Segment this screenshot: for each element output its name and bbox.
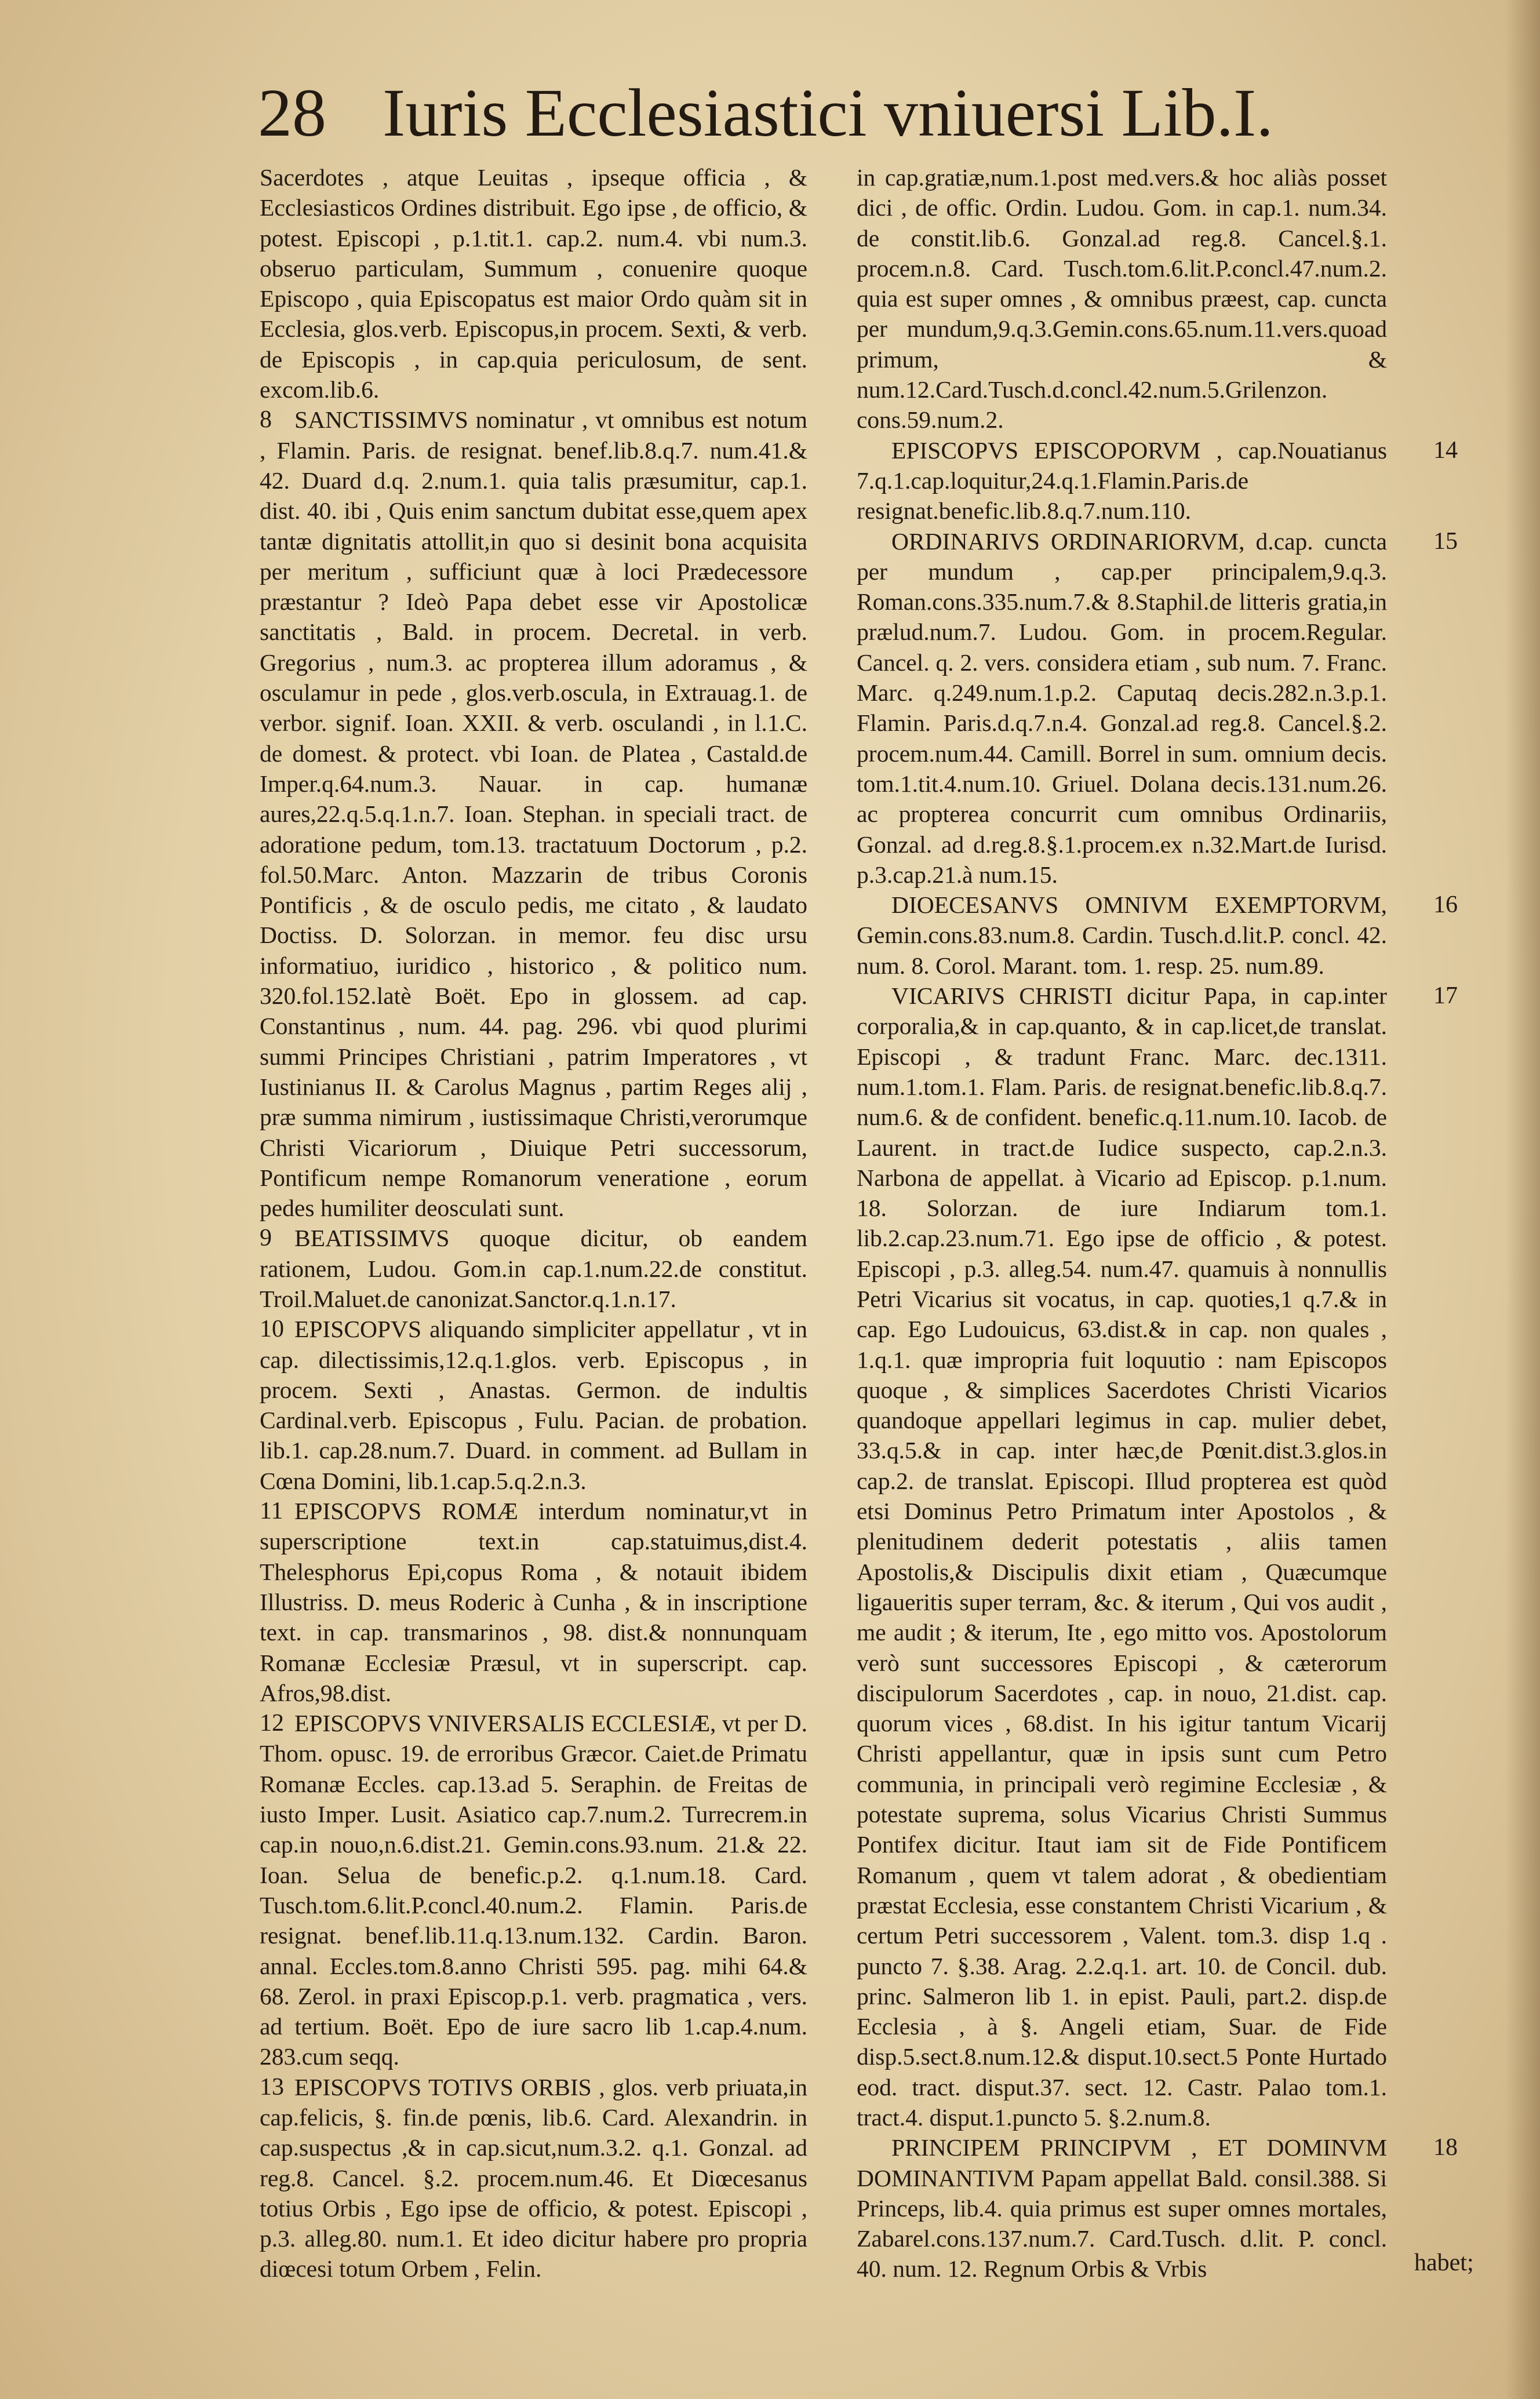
- text-entry: [857, 526, 1458, 890]
- entry-text: ORDINARIVS ORDINARIORVM, d.cap. cuncta per mundum , cap.per principalem,9.q.3. Roman.cons.335.num.7.& 8.Staphil.de litteris gratia,in prælud.num.7. Ludou. Gom. in procem.Regular. Cancel. q. 2. vers. considera etiam , sub num. 7. Franc. Marc. q.249.num.1.p.2. Caputaq decis.282.n.3.p.1. Flamin. Paris.d.q.7.n.4. Gonzal.ad reg.8. Cancel.§.2. procem.num.44. Camill. Borrel in sum. omnium decis. tom.1.tit.4.num.10. Griuel. Dolana decis.131.num.26. ac propterea concurrit cum omnibus Ordinariis, Gonzal. ad d.reg.8.§.1.procem.ex n.32.Mart.de Iurisd. p.3.cap.21.à num.15.: [857, 527, 1387, 888]
- entry-text: SANCTISSIMVS nominatur , vt omnibus est notum , Flamin. Paris. de resignat. benef.lib.8.q.7. num.41.& 42. Duard d.q. 2.num.1. quia talis præsumitur, cap.1. dist. 40. ibi , Quis enim sanctum dubitat esse,quem apex tantæ dignitatis attollit,in quo si desinit bona acquisita per meritum , sufficiunt quæ à loci Prædecessore præstantur ? Ideò Papa debet esse vir Apostolicæ sanctitatis , Bald. in procem. Decretal. in verb. Gregorius , num.3. ac propterea illum adoramus , & osculamur in pede , glos.verb.oscula, in Extrauag.1. de verbor. signif. Ioan. XXII. & verb. osculandi , in l.1.C. de domest. & protect. vbi Ioan. de Platea , Castald.de Imper.q.64.num.3. Nauar. in cap. humanæ aures,22.q.5.q.1.n.7. Ioan. Stephan. in speciali tract. de adoratione pedum, tom.13. tractatuum Doctorum , p.2. fol.50.Marc. Anton. Mazzarin de tribus Coronis Pontificis , & de osculo pedis, me citato , & laudato Doctiss. D. Solorzan. in memor. feu disc ursu informatiuo, iuridico , historico , & politico num. 320.fol.152.latè Boët. Epo in glossem. ad cap. Constantinus , num. 44. pag. 296. vbi quod plurimi summi Principes Christiani , patrim Imperatores , vt Iustinianus II. & Carolus Magnus , partim Reges alij , præ summa nimirum , iustissimaque Christi,verorumque Christi Vicariorum , Diuique Petri successorum, Pontificum nempe Romanorum veneratione , eorum pedes humiliter deosculati sunt.: [260, 406, 807, 1222]
- entry-text: EPISCOPVS TOTIVS ORBIS , glos. verb priuata,in cap.felicis, §. fin.de pœnis, lib.6. Card. Alexandrin. in cap.suspectus ,& in cap.sicut,num.3.2. q.1. Gonzal. ad reg.8. Cancel. §.2. procem.num.46. Et Diœcesanus totius Orbis , Ego ipse de officio, & potest. Episcopi , p.3. alleg.80. num.1. Et ideo dicitur habere pro propria diœcesi totum Orbem , Felin.: [260, 2073, 807, 2282]
- entry-text: in cap.gratiæ,num.1.post med.vers.& hoc aliàs posset dici , de offic. Ordin. Ludou. Gom. in cap.1. num.34. de constit.lib.6. Gonzal.ad reg.8. Cancel.§.1. procem.n.8. Card. Tusch.tom.6.lit.P.concl.47.num.2. quia est super omnes , & omnibus præest, cap. cuncta per mundum,9.q.3.Gemin.cons.65.num.11.vers.quoad primum, & num.12.Card.Tusch.d.concl.42.num.5.Grilenzon. cons.59.num.2.: [857, 164, 1387, 434]
- entry-text: EPISCOPVS ROMÆ interdum nominatur,vt in superscriptione text.in cap.statuimus,dist.4. Thelesphorus Epi,copus Roma , & notauit ibidem Illustriss. D. meus Roderic à Cunha , & in inscriptione text. in cap. transmarinos , 98. dist.& nonnunquam Romanæ Ecclesiæ Præsul, vt in superscript. cap. Afros,98.dist.: [260, 1498, 807, 1706]
- left-column: [260, 162, 807, 2284]
- entry-text: VICARIVS CHRISTI dicitur Papa, in cap.inter corporalia,& in cap.quanto, & in cap.licet,de translat. Episcopi , & tradunt Franc. Marc. dec.1311. num.1.tom.1. Flam. Paris. de resignat.benefic.lib.8.q.7. num.6. & de confident. benefic.q.11.num.10. Iacob. de Laurent. in tract.de Iudice suspecto, cap.2.n.3. Narbona de appellat. à Vicario ad Episcop. p.1.num. 18. Solorzan. de iure Indiarum tom.1. lib.2.cap.23.num.71. Ego ipse de officio , & potest. Episcopi , p.3. alleg.54. num.47. quamuis à nonnullis Petri Vicarius sit vocatus, in cap. quoties,1 q.7.& in cap. Ego Ludouicus, 63.dist.& in cap. non quales , 1.q.1. quæ impropria fuit loquutio : nam Episcopos quoque , & simplices Sacerdotes Christi Vicarios quandoque appellari legimus in cap. mulier debet, 33.q.5.& in cap. inter hæc,de Pœnit.dist.3.glos.in cap.2. de translat. Episcopi. Illud propterea est quòd etsi Dominus Petro Primatum inter Apostolos , & plenitudinem dederit potestatis , aliis tamen Apostolis,& Discipulis dixit etiam , Quæcumque ligaueritis super terram, &c. & iterum , Qui vos audit , me audit ; & iterum, Ite , ego mitto vos. Apostolorum verò sunt successores Episcopi , & cæterorum discipulorum Sacerdotes , cap. in nouo, 21.dist. cap. quorum vices , 68.dist. In his igitur tantum Vicarij Christi appellantur, quæ in ipsis sunt cum Petro communia, in principali verò regimine Ecclesiæ , & potestate suprema, solus Vicarius Christi Summus Pontifex dicitur. Itaut iam sit de Fide Pontificem Romanum , quem vt talem adorat , & obedientiam præstat Ecclesia, esse constantem Christi Vicarium , & certum Petri successorem , Valent. tom.3. disp 1.q . puncto 7. §.38. Arag. 2.2.q.1. art. 10. de Concil. dub. princ. Salmeron lib 1. in epist. Pauli, part.2. disp.de Ecclesia , à §. Angeli etiam, Suar. de Fide disp.5.sect.8.num.12.& disput.10.sect.5 Ponte Hurtado eod. tract. disput.37. sect. 12. Castr. Palao tom.1. tract.4. disput.1.puncto 5. §.2.num.8.: [857, 982, 1387, 2131]
- text-entry: [260, 1708, 807, 2072]
- entry-text: Sacerdotes , atque Leuitas , ipseque officia , & Ecclesiasticos Ordines distribuit. Ego ipse , de officio, & potest. Episcopi , p.1.tit.1. cap.2. num.4. vbi num.3. obseruo particulam, Summum , conuenire quoque Episcopo , quia Episcopatus est maior Ordo quàm sit in Ecclesia, glos.verb. Episcopus,in procem. Sexti, & verb. de Episcopis , in cap.quia periculosum, de sent. excom.lib.6.: [260, 164, 807, 403]
- marginal-number: 13: [260, 2073, 284, 2101]
- text-entry: [260, 405, 807, 1223]
- text-entry: [857, 435, 1458, 526]
- text-entry: [260, 1223, 807, 1314]
- marginal-number: 18: [1433, 2134, 1458, 2161]
- page-number: 28: [258, 75, 326, 151]
- text-entry: [857, 981, 1458, 2132]
- entry-text: PRINCIPEM PRINCIPVM , ET DOMINVM DOMINANTIVM Papam appellat Bald. consil.388. Si Princeps, lib.4. quia primus est super omnes mortales, Zabarel.cons.137.num.7. Card.Tusch. d.lit. P. concl. 40. num. 12. Regnum Orbis & Vrbis: [857, 2134, 1387, 2282]
- marginal-number: 11: [260, 1498, 283, 1525]
- entry-text: DIOECESANVS OMNIVM EXEMPTORVM, Gemin.cons.83.num.8. Cardin. Tusch.d.lit.P. concl. 42. num. 8. Corol. Marant. tom. 1. resp. 25. num.89.: [857, 891, 1387, 979]
- text-entry: [260, 1314, 807, 1496]
- marginal-number: 12: [260, 1710, 284, 1737]
- text-entry: [857, 162, 1387, 435]
- marginal-number: 9: [260, 1225, 272, 1252]
- entry-text: EPISCOPVS EPISCOPORVM , cap.Nouatianus 7.q.1.cap.loquitur,24.q.1.Flamin.Paris.de resignat.benefic.lib.8.q.7.num.110.: [857, 436, 1387, 525]
- catchword: habet;: [1414, 2249, 1474, 2276]
- marginal-number: 14: [1433, 436, 1458, 464]
- text-entry: [857, 890, 1458, 981]
- marginal-number: 10: [260, 1316, 284, 1343]
- text-entry: [260, 2072, 807, 2284]
- marginal-number: 17: [1433, 982, 1458, 1010]
- marginal-number: 8: [260, 406, 272, 434]
- entry-text: EPISCOPVS aliquando simpliciter appellatur , vt in cap. dilectissimis,12.q.1.glos. verb. Episcopus , in procem. Sexti , Anastas. Germon. de indultis Cardinal.verb. Episcopus , Fulu. Pacian. de probation. lib.1. cap.28.num.7. Duard. in comment. ad Bullam in Cœna Domini, lib.1.cap.5.q.2.n.3.: [260, 1316, 807, 1494]
- running-title: Iuris Ecclesiastici vniuersi Lib.I.: [383, 75, 1273, 151]
- text-entry: [260, 162, 807, 405]
- entry-text: EPISCOPVS VNIVERSALIS ECCLESIÆ, vt per D. Thom. opusc. 19. de erroribus Græcor. Caiet.de Primatu Romanæ Eccles. cap.13.ad 5. Seraphin. de Freitas de iusto Imper. Lusit. Asiatico cap.7.num.2. Turrecrem.in cap.in nouo,n.6.dist.21. Gemin.cons.93.num. 21.& 22. Ioan. Selua de benefic.p.2. q.1.num.18. Card. Tusch.tom.6.lit.P.concl.40.num.2. Flamin. Paris.de resignat. benef.lib.11.q.13.num.132. Cardin. Baron. annal. Eccles.tom.8.anno Christi 595. pag. mihi 64.& 68. Zerol. in praxi Episcop.p.1. verb. pragmatica , vers. ad tertium. Boët. Epo de iure sacro lib 1.cap.4.num. 283.cum seqq.: [260, 1710, 807, 2070]
- marginal-number: 16: [1433, 891, 1458, 919]
- page-gutter-shadow: [1505, 0, 1540, 2399]
- marginal-number: 15: [1433, 527, 1458, 555]
- text-entry: [260, 1496, 807, 1708]
- entry-text: BEATISSIMVS quoque dicitur, ob eandem rationem, Ludou. Gom.in cap.1.num.22.de constitut. Troil.Maluet.de canonizat.Sanctor.q.1.n.17.: [260, 1225, 807, 1312]
- page-header: [258, 70, 1475, 156]
